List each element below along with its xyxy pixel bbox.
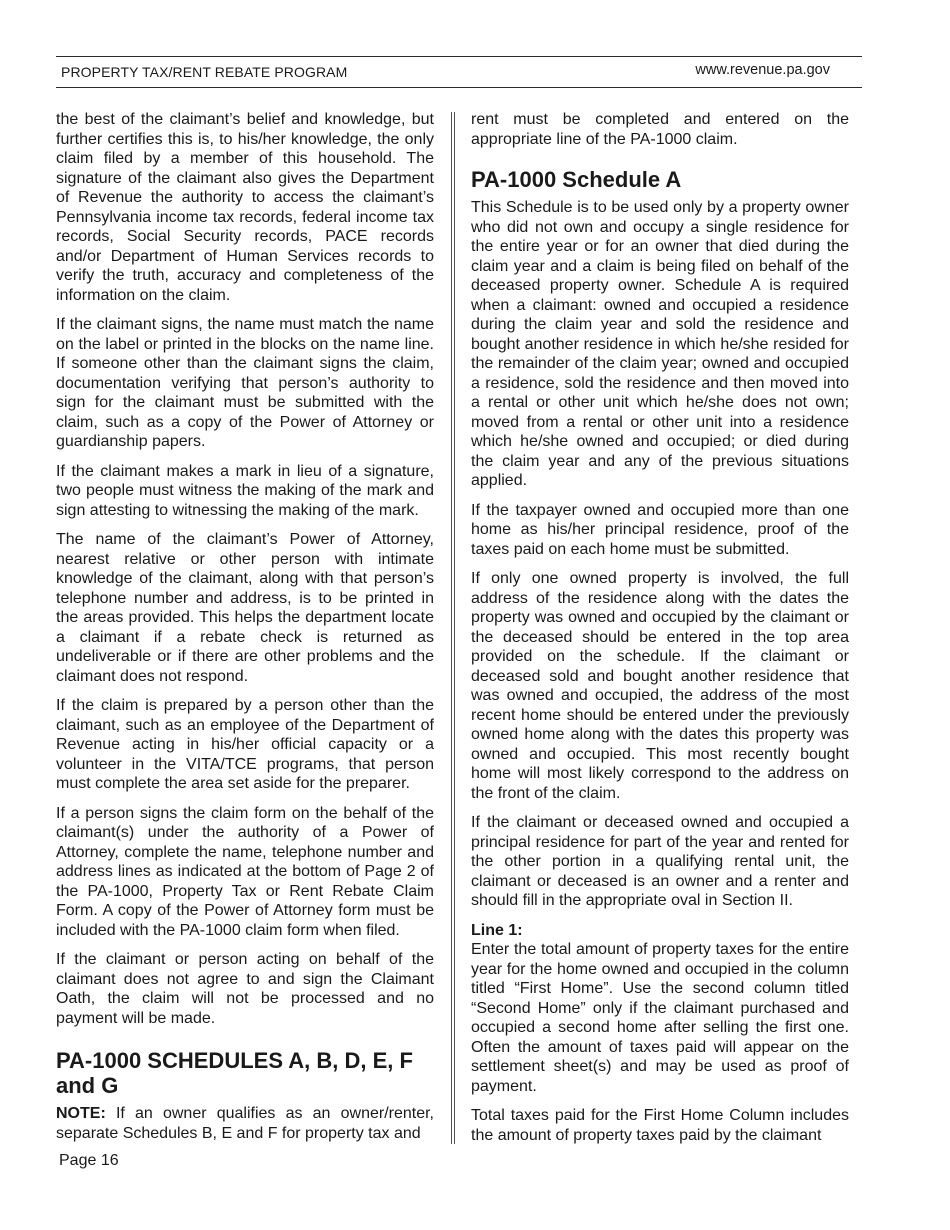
website-url: www.revenue.pa.gov (695, 62, 830, 78)
right-column (471, 110, 849, 1155)
header-bottom-rule (56, 87, 862, 88)
paragraph: If the taxpayer owned and occupied more than one home as his/her principal residence, proof of the taxes paid on each home must be submitted. (471, 501, 849, 558)
program-title: PROPERTY TAX/RENT REBATE PROGRAM (61, 64, 348, 80)
section-heading-schedule-a: PA-1000 Schedule A (471, 167, 682, 192)
paragraph: If the claimant or deceased owned and occupied a principal residence for part of the year and rented for the other portion in a qualifying rental unit, the claimant or deceased is an owner and a renter and should fill in the appropriate oval in Section II. (471, 814, 849, 909)
column-divider (451, 112, 455, 1144)
paragraph: If the claim is prepared by a person other than the claimant, such as an employee of the Department of Revenue acting in his/her official capacity or a volunteer in the VITA/TCE programs, that person must complete the area set aside for the preparer. (56, 697, 434, 792)
paragraph: If only one owned property is involved, the full address of the residence along with the dates the property was owned and occupied by the claimant or the deceased should be entered in the top area provided on the schedule. If the claimant or deceased sold and bought another residence that was owned and occupied, the address of the most recent home should be entered under the previously owned home along with the dates this property was owned and occupied. This most recently bought home will most likely correspond to the address on the front of the claim. (471, 570, 849, 802)
header-top-rule (56, 56, 862, 57)
paragraph: If the claimant signs, the name must match the name on the label or printed in the blocks on the name line. If someone other than the claimant signs the claim, documentation verifying that person’s authority to sign for the claimant must be submitted with the claim, such as a copy of the Power of Attorney or guardianship papers. (56, 316, 434, 450)
paragraph: rent must be completed and entered on the appropriate line of the PA-1000 claim. (471, 111, 849, 148)
note-label: NOTE: (56, 1105, 106, 1122)
paragraph: If a person signs the claim form on the behalf of the claimant(s) under the authority of a Power of Attorney, complete the name, telephone number and address lines as indicated at the bottom of Page 2 of the PA-1000, Property Tax or Rent Rebate Claim Form. A copy of the Power of Attorney form must be included with the PA-1000 claim form when filed. (56, 804, 434, 939)
paragraph: If the claimant makes a mark in lieu of a signature, two people must witness the making of the mark and sign attesting to witnessing the making of the mark. (56, 462, 434, 519)
paragraph: the best of the claimant’s belief and knowledge, but further certifies this is, to his/her knowledge, the only claim filed by a member of this household. The signature of the claimant also gives the Department of Revenue the authority to access the claimant’s Pennsylvania income tax records, federal income tax records, Social Security records, PACE records and/or Department of Human Services records to verify the truth, accuracy and completeness of the information on the claim. (56, 111, 434, 304)
paragraph: Total taxes paid for the First Home Column includes the amount of property taxes paid by the claimant (471, 1107, 849, 1144)
line1-text: Enter the total amount of property taxes for the entire year for the home owned and occupied in the column titled “First Home”. Use the second column titled “Second Home” only if the claimant purchased and occupied a second home after selling the first one. Often the amount of taxes paid will appear on the settlement sheet(s) and may be used as proof of payment. (471, 941, 849, 1095)
line1-label: Line 1: (471, 921, 523, 939)
left-column (56, 110, 434, 1153)
line1-paragraph (471, 921, 849, 1097)
note-text: If an owner qualifies as an owner/renter, separate Schedules B, E and F for property tax and (56, 1105, 434, 1142)
page-number: Page 16 (59, 1152, 119, 1169)
section-heading-schedules: PA-1000 SCHEDULES A, B, D, E, F and G (56, 1048, 413, 1098)
paragraph: This Schedule is to be used only by a property owner who did not own and occupy a single residence for the entire year or for an owner that died during the claim year and a claim is being filed on behalf of the deceased property owner. Schedule A is required when a claimant: owned and occupied a residence during the claim year and sold the residence and bought another residence in which he/she resided for the remainder of the claim year; owned and occupied a residence, sold the residence and then moved into a rental or other unit which he/she does not own; moved from a rental or other unit into a residence which he/she owned and occupied; or died during the claim year and any of the previous situations applied. (471, 199, 849, 489)
note-paragraph (56, 1104, 434, 1143)
paragraph: If the claimant or person acting on behalf of the claimant does not agree to and sign the Claimant Oath, the claim will not be processed and no payment will be made. (56, 951, 434, 1027)
paragraph: The name of the claimant’s Power of Attorney, nearest relative or other person with intimate knowledge of the claimant, along with that person’s telephone number and address, is to be printed in the areas provided. This helps the department locate a claimant if a rebate check is returned as undeliverable or if there are other problems and the claimant does not respond. (56, 531, 434, 685)
